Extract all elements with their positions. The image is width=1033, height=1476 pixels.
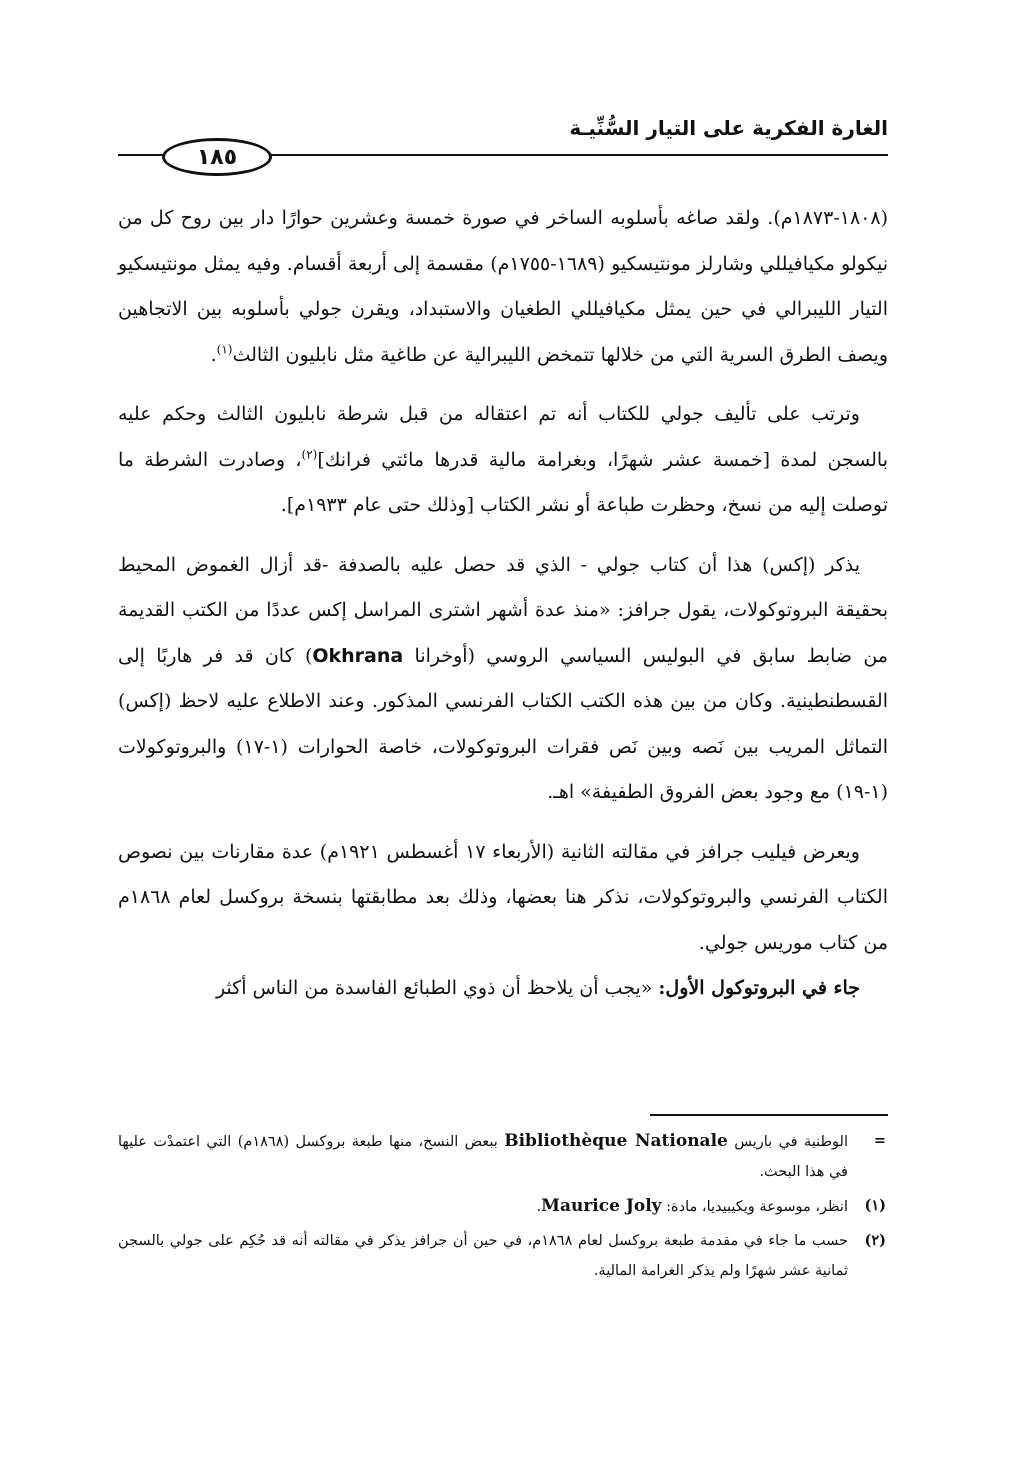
running-title: الغارة الفكرية على التيار السُّنِّيـة bbox=[569, 116, 888, 140]
paragraph-3: يذكر (إكس) هذا أن كتاب جولي - الذي قد حصل عليه بالصدفة -قد أزال الغموض المحيط بحقيقة البروتوكولات، يقول جرافز: «منذ عدة أشهر اشترى المراسل إكس عددًا من الكتب القديمة من ضابط سابق في البوليس السياسي الروسي (أوخرانا Okhrana) كان قد فر هاربًا إلى القسطنطينية. وكان من بين هذه الكتب الكتاب الفرنسي المذكور. وعند الاطلاع عليه لاحظ (إكس) التماثل المريب بين نَصه وبين نَص فقرات البروتوكولات، خاصة الحوارات (١-١٧) والبروتوكولات (١-١٩) مع وجود بعض الفروق الطفيفة» اهـ. bbox=[118, 553, 888, 803]
footnote-1: (١) انظر، موسوعة ويكيبيديا، مادة: Maurice Joly. bbox=[118, 1191, 888, 1222]
page-header bbox=[118, 112, 888, 172]
latin-term: Maurice Joly bbox=[541, 1196, 662, 1216]
footnote-mark: = bbox=[873, 1132, 886, 1149]
protocol-heading: جاء في البروتوكول الأول: bbox=[658, 977, 860, 999]
paragraph-1: (١٨٠٨-١٨٧٣م). ولقد صاغه بأسلوبه الساخر في صورة خمسة وعشرين حوارًا دار بين روح كل من نيكولو مكيافيللي وشارلز مونتيسكيو (١٦٨٩-١٧٥٥م) مقسمة إلى أربعة أقسام. وفيه يمثل مونتيسكيو التيار الليبرالي في حين يمثل مكيافيللي الطغيان والاستبداد، ويقرن جولي بأسلوبه بين الاتجاهين ويصف الطرق السرية التي من خلالها تتمخض الليبرالية عن طاغية مثل نابليون الثالث$^{(١)}$. bbox=[118, 207, 888, 366]
latin-term: Bibliothèque Nationale bbox=[504, 1131, 728, 1151]
page-number-badge: ١٨٥ bbox=[162, 138, 272, 176]
footnote-2: (٢) حسب ما جاء في مقدمة طبعة بروكسل لعام ١٨٦٨م، في حين أن جرافز يذكر في مقالته أنه قد حُكِم على جولي بالسجن ثمانية عشر شهرًا ولم يذكر الغرامة المالية. bbox=[118, 1226, 888, 1286]
footnote-mark: (٢) bbox=[864, 1232, 886, 1249]
latin-term: Okhrana bbox=[312, 644, 404, 667]
footnote-continued: = الوطنية في باريس Bibliothèque Nationale ببعض النسخ، منها طبعة بروكسل (١٨٦٨م) التي اعتمدْت عليها في هذا البحث. bbox=[118, 1126, 888, 1187]
footnote-separator bbox=[650, 1114, 888, 1116]
footnotes bbox=[118, 1126, 888, 1290]
footnote-ref-2: (٢) bbox=[301, 447, 318, 462]
body-text bbox=[118, 196, 888, 1012]
paragraph-4: ويعرض فيليب جرافز في مقالته الثانية (الأربعاء ١٧ أغسطس ١٩٢١م) عدة مقارنات بين نصوص الكتاب الفرنسي والبروتوكولات، نذكر هنا بعضها، وذلك بعد مطابقتها بنسخة بروكسل لعام ١٨٦٨م من كتاب موريس جولي. bbox=[118, 840, 888, 954]
footnote-mark: (١) bbox=[864, 1197, 886, 1214]
footnote-ref-1: (١) bbox=[216, 342, 233, 357]
paragraph-5: جاء في البروتوكول الأول: «يجب أن يلاحظ أن ذوي الطبائع الفاسدة من الناس أكثر bbox=[215, 977, 860, 999]
paragraph-2: وترتب على تأليف جولي للكتاب أنه تم اعتقاله من قبل شرطة نابليون الثالث وحكم عليه بالسجن لمدة [خمسة عشر شهرًا، وبغرامة مالية قدرها مائتي فرانك]$^{(٢)}$، وصادرت الشرطة ما توصلت إليه من نسخ، وحظرت طباعة أو نشر الكتاب [وذلك حتى عام ١٩٣٣م]. bbox=[118, 403, 888, 516]
